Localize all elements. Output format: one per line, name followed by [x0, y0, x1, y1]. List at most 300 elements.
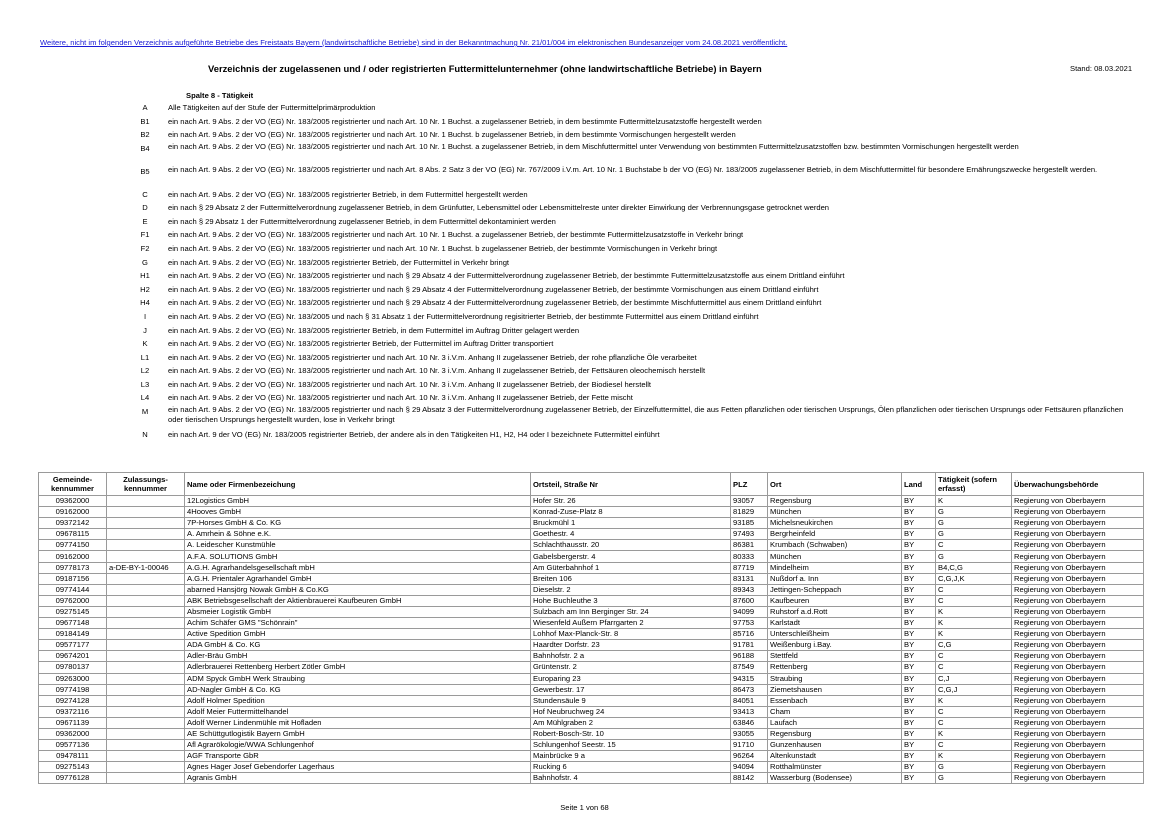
legend-text: ein nach Art. 9 Abs. 2 der VO (EG) Nr. 183/2005 registrierter und nach Art. 8 Abs. 2 Satz 3 der VO (EG) Nr. 767/2009 i.V.m. Art. 10 Nr. 1 Buchstabe b der VO (EG) Nr. 183/2005 zugelassener Betrieb, in dem Mischfuttermittel für besondere Ernährungszwecke hergestellt werden.: [168, 164, 1098, 174]
strasse-cell: Konrad-Zuse-Platz 8: [531, 507, 731, 518]
table-row: [39, 562, 1144, 573]
strasse-cell: Gewerbestr. 17: [531, 684, 731, 695]
zulassung-cell: [107, 662, 185, 673]
gemeinde-cell: 09678115: [39, 529, 107, 540]
legend-text: ein nach Art. 9 Abs. 2 der VO (EG) Nr. 183/2005 registrierter und nach Art. 10 Nr. 1 Buchst. a zugelassener Betrieb, in dem Mischfuttermittel unter Verwendung von bestimmten Futtermittelzusatzstoffen bzw. bestimmten Vormischungen hergestellt werden: [168, 141, 1019, 151]
name-cell: Afl Agrarökologie/WWA Schlungenhof: [185, 740, 531, 751]
behoerde-cell: Regierung von Oberbayern: [1012, 518, 1144, 529]
strasse-cell: Hohe Buchleuthe 3: [531, 595, 731, 606]
strasse-cell: Europaring 23: [531, 673, 731, 684]
gemeinde-cell: 09780137: [39, 662, 107, 673]
gemeinde-cell: 09774198: [39, 684, 107, 695]
behoerde-cell: Regierung von Oberbayern: [1012, 573, 1144, 584]
zulassung-cell: [107, 595, 185, 606]
zulassung-cell: [107, 640, 185, 651]
plz-cell: 63846: [731, 717, 768, 728]
land-cell: BY: [902, 695, 936, 706]
name-cell: AGF Transporte GbR: [185, 751, 531, 762]
name-cell: A.G.H. Prientaler Agrarhandel GmbH: [185, 573, 531, 584]
legend-text: ein nach Art. 9 Abs. 2 der VO (EG) Nr. 183/2005 registrierter und nach § 29 Absatz 4 der Futtermittelverordnung zugelassener Betrieb, der bestimmte Futtermittelzusatzstoffe aus einem Drittland einführt: [168, 271, 845, 281]
plz-cell: 93055: [731, 728, 768, 739]
legend-text: ein nach Art. 9 Abs. 2 der VO (EG) Nr. 183/2005 registrierter und nach Art. 10 Nr. 3 i.V.m. Anhang II zugelassener Betrieb, der rohe pflanzliche Öle verarbeitet: [168, 352, 697, 362]
plz-cell: 87719: [731, 562, 768, 573]
land-cell: BY: [902, 584, 936, 595]
name-cell: Agranis GmbH: [185, 773, 531, 784]
gemeinde-cell: 09362000: [39, 728, 107, 739]
ort-cell: Bergrheinfeld: [768, 529, 902, 540]
legend-code: L4: [140, 393, 150, 403]
header-taetigkeit: Tätigkeit (sofern erfasst): [936, 473, 1012, 496]
land-cell: BY: [902, 529, 936, 540]
behoerde-cell: Regierung von Oberbayern: [1012, 529, 1144, 540]
ort-cell: Gunzenhausen: [768, 740, 902, 751]
zulassung-cell: [107, 717, 185, 728]
land-cell: BY: [902, 651, 936, 662]
legend-item: [122, 339, 1132, 353]
behoerde-cell: Regierung von Oberbayern: [1012, 540, 1144, 551]
plz-cell: 96264: [731, 751, 768, 762]
gemeinde-cell: 09372142: [39, 518, 107, 529]
zulassung-cell: [107, 618, 185, 629]
plz-cell: 94094: [731, 762, 768, 773]
table-row: [39, 662, 1144, 673]
name-cell: A.G.H. Agrarhandelsgesellschaft mbH: [185, 562, 531, 573]
zulassung-cell: [107, 695, 185, 706]
table-row: [39, 551, 1144, 562]
strasse-cell: Goethestr. 4: [531, 529, 731, 540]
legend-code: G: [142, 257, 148, 267]
table-row: [39, 706, 1144, 717]
legend-item: [122, 380, 1132, 394]
gemeinde-cell: 09372116: [39, 706, 107, 717]
gemeinde-cell: 09187156: [39, 573, 107, 584]
taetigkeit-cell: C: [936, 651, 1012, 662]
header-name: Name oder Firmenbezeichung: [185, 473, 531, 496]
legend-item: [122, 407, 1132, 430]
zulassung-cell: [107, 728, 185, 739]
gemeinde-cell: 09671139: [39, 717, 107, 728]
legend-text: ein nach Art. 9 Abs. 2 der VO (EG) Nr. 183/2005 registrierter und nach Art. 10 Nr. 1 Buchst. b zugelassener Betrieb, in dem bestimmte Vormischungen hergestellt werden: [168, 130, 736, 140]
legend-text: ein nach Art. 9 Abs. 2 der VO (EG) Nr. 183/2005 registrierter Betrieb, in dem Futtermittel hergestellt werden: [168, 189, 528, 199]
ort-cell: Kaufbeuren: [768, 595, 902, 606]
behoerde-cell: Regierung von Oberbayern: [1012, 662, 1144, 673]
name-cell: abarned Hansjörg Nowak GmbH & Co.KG: [185, 584, 531, 595]
table-row: [39, 684, 1144, 695]
table-row: [39, 540, 1144, 551]
ort-cell: Ziemetshausen: [768, 684, 902, 695]
behoerde-cell: Regierung von Oberbayern: [1012, 740, 1144, 751]
strasse-cell: Hof Neubruchweg 24: [531, 706, 731, 717]
land-cell: BY: [902, 562, 936, 573]
legend-code: K: [142, 339, 148, 349]
behoerde-cell: Regierung von Oberbayern: [1012, 507, 1144, 518]
gemeinde-cell: 09263000: [39, 673, 107, 684]
gemeinde-cell: 09774144: [39, 584, 107, 595]
taetigkeit-cell: G: [936, 507, 1012, 518]
table-row: [39, 629, 1144, 640]
header-zulassung: Zulassungs-kennummer: [107, 473, 185, 496]
behoerde-cell: Regierung von Oberbayern: [1012, 562, 1144, 573]
plz-cell: 89343: [731, 584, 768, 595]
table-row: [39, 496, 1144, 507]
land-cell: BY: [902, 540, 936, 551]
legend-code: B2: [140, 130, 150, 140]
plz-cell: 86473: [731, 684, 768, 695]
land-cell: BY: [902, 640, 936, 651]
strasse-cell: Lohhof Max-Planck-Str. 8: [531, 629, 731, 640]
taetigkeit-cell: G: [936, 762, 1012, 773]
strasse-cell: Mainbrücke 9 a: [531, 751, 731, 762]
legend-item: [122, 244, 1132, 258]
legend-item: [122, 103, 1132, 117]
ort-cell: Cham: [768, 706, 902, 717]
taetigkeit-cell: B4,C,G: [936, 562, 1012, 573]
legend-heading: Spalte 8 - Tätigkeit: [186, 91, 254, 100]
legend-item: [122, 117, 1132, 131]
land-cell: BY: [902, 762, 936, 773]
behoerde-cell: Regierung von Oberbayern: [1012, 640, 1144, 651]
zulassung-cell: [107, 706, 185, 717]
zulassung-cell: [107, 518, 185, 529]
gemeinde-cell: 09162000: [39, 507, 107, 518]
land-cell: BY: [902, 551, 936, 562]
gemeinde-cell: 09162000: [39, 551, 107, 562]
plz-cell: 81829: [731, 507, 768, 518]
behoerde-cell: Regierung von Oberbayern: [1012, 651, 1144, 662]
zulassung-cell: [107, 606, 185, 617]
plz-cell: 94099: [731, 606, 768, 617]
taetigkeit-cell: G: [936, 529, 1012, 540]
legend-item: [122, 430, 1132, 444]
plz-cell: 91710: [731, 740, 768, 751]
name-cell: A. Leidescher Kunstmühle: [185, 540, 531, 551]
table-row: [39, 740, 1144, 751]
legend-item: [122, 258, 1132, 272]
plz-cell: 93057: [731, 496, 768, 507]
land-cell: BY: [902, 606, 936, 617]
legend-item: [122, 164, 1132, 190]
legend-item: [122, 285, 1132, 299]
table-row: [39, 573, 1144, 584]
strasse-cell: Dieselstr. 2: [531, 584, 731, 595]
strasse-cell: Rucking 6: [531, 762, 731, 773]
taetigkeit-cell: C,J: [936, 673, 1012, 684]
name-cell: ABK Betriebsgesellschaft der Aktienbrauerei Kaufbeuren GmbH: [185, 595, 531, 606]
strasse-cell: Schlachthausstr. 20: [531, 540, 731, 551]
land-cell: BY: [902, 496, 936, 507]
gemeinde-cell: 09577136: [39, 740, 107, 751]
legend-item: [122, 190, 1132, 204]
ort-cell: Karlstadt: [768, 618, 902, 629]
name-cell: Absmeier Logistik GmbH: [185, 606, 531, 617]
plz-cell: 86381: [731, 540, 768, 551]
zulassung-cell: [107, 673, 185, 684]
taetigkeit-cell: G: [936, 518, 1012, 529]
name-cell: Adolf Meier Futtermittelhandel: [185, 706, 531, 717]
zulassung-cell: [107, 529, 185, 540]
strasse-cell: Robert-Bosch-Str. 10: [531, 728, 731, 739]
zulassung-cell: [107, 762, 185, 773]
taetigkeit-cell: C: [936, 540, 1012, 551]
name-cell: A. Amrhein & Söhne e.K.: [185, 529, 531, 540]
header-behoerde: Überwachungsbehörde: [1012, 473, 1144, 496]
behoerde-cell: Regierung von Oberbayern: [1012, 751, 1144, 762]
name-cell: Adolf Werner Lindenmühle mit Hofladen: [185, 717, 531, 728]
legend-text: ein nach Art. 9 Abs. 2 der VO (EG) Nr. 183/2005 registrierter und nach § 29 Absatz 3 der Futtermittelverordnung zugelassener Betrieb, der Einzelfuttermittel, die aus Fetten pflanzlichen oder tierischen Ursprungs, Ölen pflanzlichen oder tierischen Ursprungs oder Fettsäuren pflanzlichen oder tierischen Ursprungs hergestellt wurden, lose in Verkehr bringt: [168, 405, 1124, 424]
legend-code: L2: [140, 366, 150, 376]
plz-cell: 93185: [731, 518, 768, 529]
legend-code: J: [143, 325, 147, 335]
land-cell: BY: [902, 573, 936, 584]
table-row: [39, 518, 1144, 529]
header-strasse: Ortsteil, Straße Nr: [531, 473, 731, 496]
zulassung-cell: [107, 684, 185, 695]
name-cell: AE Schüttgutlogistik Bayern GmbH: [185, 728, 531, 739]
legend-text: ein nach § 29 Absatz 1 der Futtermittelverordnung zugelassener Betrieb, in dem Futtermittel dekontaminiert werden: [168, 216, 556, 226]
table-row: [39, 584, 1144, 595]
legend-text: ein nach § 29 Absatz 2 der Futtermittelverordnung zugelassener Betrieb, in dem Grünfutter, Lebensmittel oder Lebensmittelreste unter direkter Einwirkung der Verbrennungsgase getrocknet werden: [168, 203, 830, 213]
plz-cell: 88142: [731, 773, 768, 784]
ort-cell: Regensburg: [768, 728, 902, 739]
legend-code: F2: [140, 243, 150, 253]
legend-code: L1: [140, 352, 150, 362]
zulassung-cell: [107, 751, 185, 762]
header-ort: Ort: [768, 473, 902, 496]
ort-cell: Essenbach: [768, 695, 902, 706]
table-row: [39, 640, 1144, 651]
legend-item: [122, 271, 1132, 285]
legend-item: [122, 326, 1132, 340]
land-cell: BY: [902, 751, 936, 762]
legend-text: ein nach Art. 9 Abs. 2 der VO (EG) Nr. 183/2005 registrierter und nach Art. 10 Nr. 3 i.V.m. Anhang II zugelassener Betrieb, der Biodiesel herstellt: [168, 379, 652, 389]
taetigkeit-cell: G: [936, 773, 1012, 784]
strasse-cell: Haardter Dorfstr. 23: [531, 640, 731, 651]
ort-cell: Regensburg: [768, 496, 902, 507]
name-cell: 4Hooves GmbH: [185, 507, 531, 518]
plz-cell: 80333: [731, 551, 768, 562]
strasse-cell: Am Mühlgraben 2: [531, 717, 731, 728]
gemeinde-cell: 09275145: [39, 606, 107, 617]
taetigkeit-cell: K: [936, 629, 1012, 640]
gemeinde-cell: 09362000: [39, 496, 107, 507]
ort-cell: Stettfeld: [768, 651, 902, 662]
legend-item: [122, 230, 1132, 244]
gemeinde-cell: 09776128: [39, 773, 107, 784]
zulassung-cell: [107, 507, 185, 518]
taetigkeit-cell: C: [936, 595, 1012, 606]
plz-cell: 91781: [731, 640, 768, 651]
strasse-cell: Gabelsbergerstr. 4: [531, 551, 731, 562]
behoerde-cell: Regierung von Oberbayern: [1012, 773, 1144, 784]
plz-cell: 87549: [731, 662, 768, 673]
plz-cell: 96188: [731, 651, 768, 662]
taetigkeit-cell: C,G,J: [936, 684, 1012, 695]
taetigkeit-cell: C,G: [936, 640, 1012, 651]
name-cell: Adolf Holmer Spedition: [185, 695, 531, 706]
land-cell: BY: [902, 518, 936, 529]
ort-cell: Rettenberg: [768, 662, 902, 673]
behoerde-cell: Regierung von Oberbayern: [1012, 684, 1144, 695]
gemeinde-cell: 09275143: [39, 762, 107, 773]
legend-code: L3: [140, 379, 150, 389]
ort-cell: Mindelheim: [768, 562, 902, 573]
ort-cell: Krumbach (Schwaben): [768, 540, 902, 551]
taetigkeit-cell: G: [936, 551, 1012, 562]
legend-item: [122, 298, 1132, 312]
zulassung-cell: [107, 651, 185, 662]
land-cell: BY: [902, 773, 936, 784]
legend-item: [122, 141, 1132, 167]
table-row: [39, 507, 1144, 518]
behoerde-cell: Regierung von Oberbayern: [1012, 629, 1144, 640]
legend-text: ein nach Art. 9 Abs. 2 der VO (EG) Nr. 183/2005 registrierter und nach § 29 Absatz 4 der Futtermittelverordnung zugelassener Betrieb, der bestimmte Vormischungen aus einem Drittland einführt: [168, 284, 819, 294]
gemeinde-cell: 09184149: [39, 629, 107, 640]
table-row: [39, 595, 1144, 606]
plz-cell: 84051: [731, 695, 768, 706]
land-cell: BY: [902, 595, 936, 606]
taetigkeit-cell: C: [936, 717, 1012, 728]
legend-item: [122, 353, 1132, 367]
table-row: [39, 762, 1144, 773]
table-row: [39, 695, 1144, 706]
land-cell: BY: [902, 507, 936, 518]
stand-date: Stand: 08.03.2021: [1070, 64, 1133, 73]
notice-link[interactable]: Weitere, nicht im folgenden Verzeichnis aufgeführte Betriebe des Freistaats Bayern (landwirtschaftliche Betriebe) sind in der Bekanntmachung Nr. 21/01/004 im elektronischen Bundesanzeiger vom 24.08.2021 veröffentlicht.: [40, 38, 788, 47]
plz-cell: 83131: [731, 573, 768, 584]
behoerde-cell: Regierung von Oberbayern: [1012, 695, 1144, 706]
gemeinde-cell: 09762000: [39, 595, 107, 606]
header-land: Land: [902, 473, 936, 496]
table-row: [39, 651, 1144, 662]
strasse-cell: Bahnhofstr. 2 a: [531, 651, 731, 662]
table-row: [39, 773, 1144, 784]
taetigkeit-cell: K: [936, 496, 1012, 507]
taetigkeit-cell: K: [936, 618, 1012, 629]
zulassung-cell: [107, 496, 185, 507]
taetigkeit-cell: K: [936, 751, 1012, 762]
legend-text: ein nach Art. 9 Abs. 2 der VO (EG) Nr. 183/2005 registrierter Betrieb, der Futtermittel in Verkehr bringt: [168, 257, 510, 267]
zulassung-cell: [107, 740, 185, 751]
legend-code: H4: [140, 298, 150, 308]
name-cell: Achim Schäfer GMS "Schönrain": [185, 618, 531, 629]
legend-code: B4: [140, 143, 150, 153]
legend-text: Alle Tätigkeiten auf der Stufe der Futtermittelprimärproduktion: [168, 103, 376, 112]
ort-cell: Jettingen-Scheppach: [768, 584, 902, 595]
strasse-cell: Breiten 106: [531, 573, 731, 584]
behoerde-cell: Regierung von Oberbayern: [1012, 551, 1144, 562]
land-cell: BY: [902, 673, 936, 684]
table-row: [39, 618, 1144, 629]
name-cell: 7P-Horses GmbH & Co. KG: [185, 518, 531, 529]
taetigkeit-cell: C: [936, 584, 1012, 595]
legend-item: [122, 312, 1132, 326]
legend-text: ein nach Art. 9 Abs. 2 der VO (EG) Nr. 183/2005 registrierter und nach Art. 10 Nr. 1 Buchst. b zugelassener Betrieb, der bestimmte Vormischungen in Verkehr bringt: [168, 243, 718, 253]
legend-text: ein nach Art. 9 Abs. 2 der VO (EG) Nr. 183/2005 registrierter und nach Art. 10 Nr. 1 Buchst. a zugelassener Betrieb, der bestimmte Futtermittelzusatzstoffe in Verkehr bringt: [168, 230, 744, 240]
gemeinde-cell: 09677148: [39, 618, 107, 629]
strasse-cell: Wiesenfeld Außern Pfarrgarten 2: [531, 618, 731, 629]
ort-cell: Weißenburg i.Bay.: [768, 640, 902, 651]
ort-cell: Nußdorf a. Inn: [768, 573, 902, 584]
strasse-cell: Schlungenhof Seestr. 15: [531, 740, 731, 751]
name-cell: ADM Spyck GmbH Werk Straubing: [185, 673, 531, 684]
taetigkeit-cell: K: [936, 695, 1012, 706]
ort-cell: Unterschleißheim: [768, 629, 902, 640]
legend-code: M: [141, 407, 149, 417]
legend-text: ein nach Art. 9 Abs. 2 der VO (EG) Nr. 183/2005 registrierter Betrieb, der Futtermittel im Auftrag Dritter transportiert: [168, 339, 554, 349]
ort-cell: Ruhstorf a.d.Rott: [768, 606, 902, 617]
table-row: [39, 606, 1144, 617]
legend-text: ein nach Art. 9 Abs. 2 der VO (EG) Nr. 183/2005 registrierter und nach Art. 10 Nr. 1 Buchst. a zugelassener Betrieb, in dem bestimmte Futtermittelzusatzstoffe hergestellt werden: [168, 116, 762, 126]
land-cell: BY: [902, 629, 936, 640]
legend-code: E: [142, 216, 148, 226]
gemeinde-cell: 09774150: [39, 540, 107, 551]
land-cell: BY: [902, 728, 936, 739]
legend-text: ein nach Art. 9 der VO (EG) Nr. 183/2005 registrierter Betrieb, der andere als in den Tätigkeiten H1, H2, H4 oder I bezeichnete Futtermittel einführt: [168, 429, 660, 439]
ort-cell: Laufach: [768, 717, 902, 728]
zulassung-cell: [107, 584, 185, 595]
legend-text: ein nach Art. 9 Abs. 2 der VO (EG) Nr. 183/2005 registrierter und nach § 29 Absatz 4 der Futtermittelverordnung zugelassener Betrieb, der bestimmte Mischfuttermittel aus einem Drittland einführt: [168, 298, 822, 308]
name-cell: 12Logistics GmbH: [185, 496, 531, 507]
table-row: [39, 751, 1144, 762]
legend-code: F1: [140, 230, 150, 240]
behoerde-cell: Regierung von Oberbayern: [1012, 584, 1144, 595]
table-row: [39, 529, 1144, 540]
document-title: Verzeichnis der zugelassenen und / oder registrierten Futtermittelunternehmer (ohne landwirtschaftliche Betriebe) in Bayern: [208, 63, 762, 74]
gemeinde-cell: 09274128: [39, 695, 107, 706]
strasse-cell: Am Güterbahnhof 1: [531, 562, 731, 573]
header-plz: PLZ: [731, 473, 768, 496]
legend-code: N: [142, 429, 148, 439]
ort-cell: München: [768, 507, 902, 518]
land-cell: BY: [902, 684, 936, 695]
table-row: [39, 673, 1144, 684]
header-gemeinde: Gemeinde-kennummer: [39, 473, 107, 496]
behoerde-cell: Regierung von Oberbayern: [1012, 595, 1144, 606]
land-cell: BY: [902, 618, 936, 629]
gemeinde-cell: 09478111: [39, 751, 107, 762]
strasse-cell: Bahnhofstr. 4: [531, 773, 731, 784]
ort-cell: Rotthalmünster: [768, 762, 902, 773]
taetigkeit-cell: C: [936, 662, 1012, 673]
legend-code: B5: [140, 166, 150, 176]
land-cell: BY: [902, 717, 936, 728]
table-row: [39, 717, 1144, 728]
name-cell: Active Spedition GmbH: [185, 629, 531, 640]
zulassung-cell: [107, 540, 185, 551]
behoerde-cell: Regierung von Oberbayern: [1012, 496, 1144, 507]
strasse-cell: Hofer Str. 26: [531, 496, 731, 507]
behoerde-cell: Regierung von Oberbayern: [1012, 706, 1144, 717]
behoerde-cell: Regierung von Oberbayern: [1012, 728, 1144, 739]
strasse-cell: Stundensäule 9: [531, 695, 731, 706]
gemeinde-cell: 09674201: [39, 651, 107, 662]
behoerde-cell: Regierung von Oberbayern: [1012, 762, 1144, 773]
behoerde-cell: Regierung von Oberbayern: [1012, 673, 1144, 684]
plz-cell: 97493: [731, 529, 768, 540]
plz-cell: 94315: [731, 673, 768, 684]
strasse-cell: Grüntenstr. 2: [531, 662, 731, 673]
plz-cell: 97753: [731, 618, 768, 629]
plz-cell: 87600: [731, 595, 768, 606]
legend-text: ein nach Art. 9 Abs. 2 der VO (EG) Nr. 183/2005 registrierter und nach Art. 10 Nr. 3 i.V.m. Anhang II zugelassener Betrieb, der Fettsäuren oleochemisch herstellt: [168, 366, 706, 376]
legend-text: ein nach Art. 9 Abs. 2 der VO (EG) Nr. 183/2005 registrierter und nach Art. 10 Nr. 3 i.V.m. Anhang II zugelassener Betrieb, der Fette mischt: [168, 393, 633, 403]
zulassung-cell: [107, 629, 185, 640]
table-body: [39, 496, 1144, 784]
table-header-row: [39, 473, 1144, 496]
ort-cell: Wasserburg (Bodensee): [768, 773, 902, 784]
taetigkeit-cell: C: [936, 740, 1012, 751]
legend-item: [122, 203, 1132, 217]
